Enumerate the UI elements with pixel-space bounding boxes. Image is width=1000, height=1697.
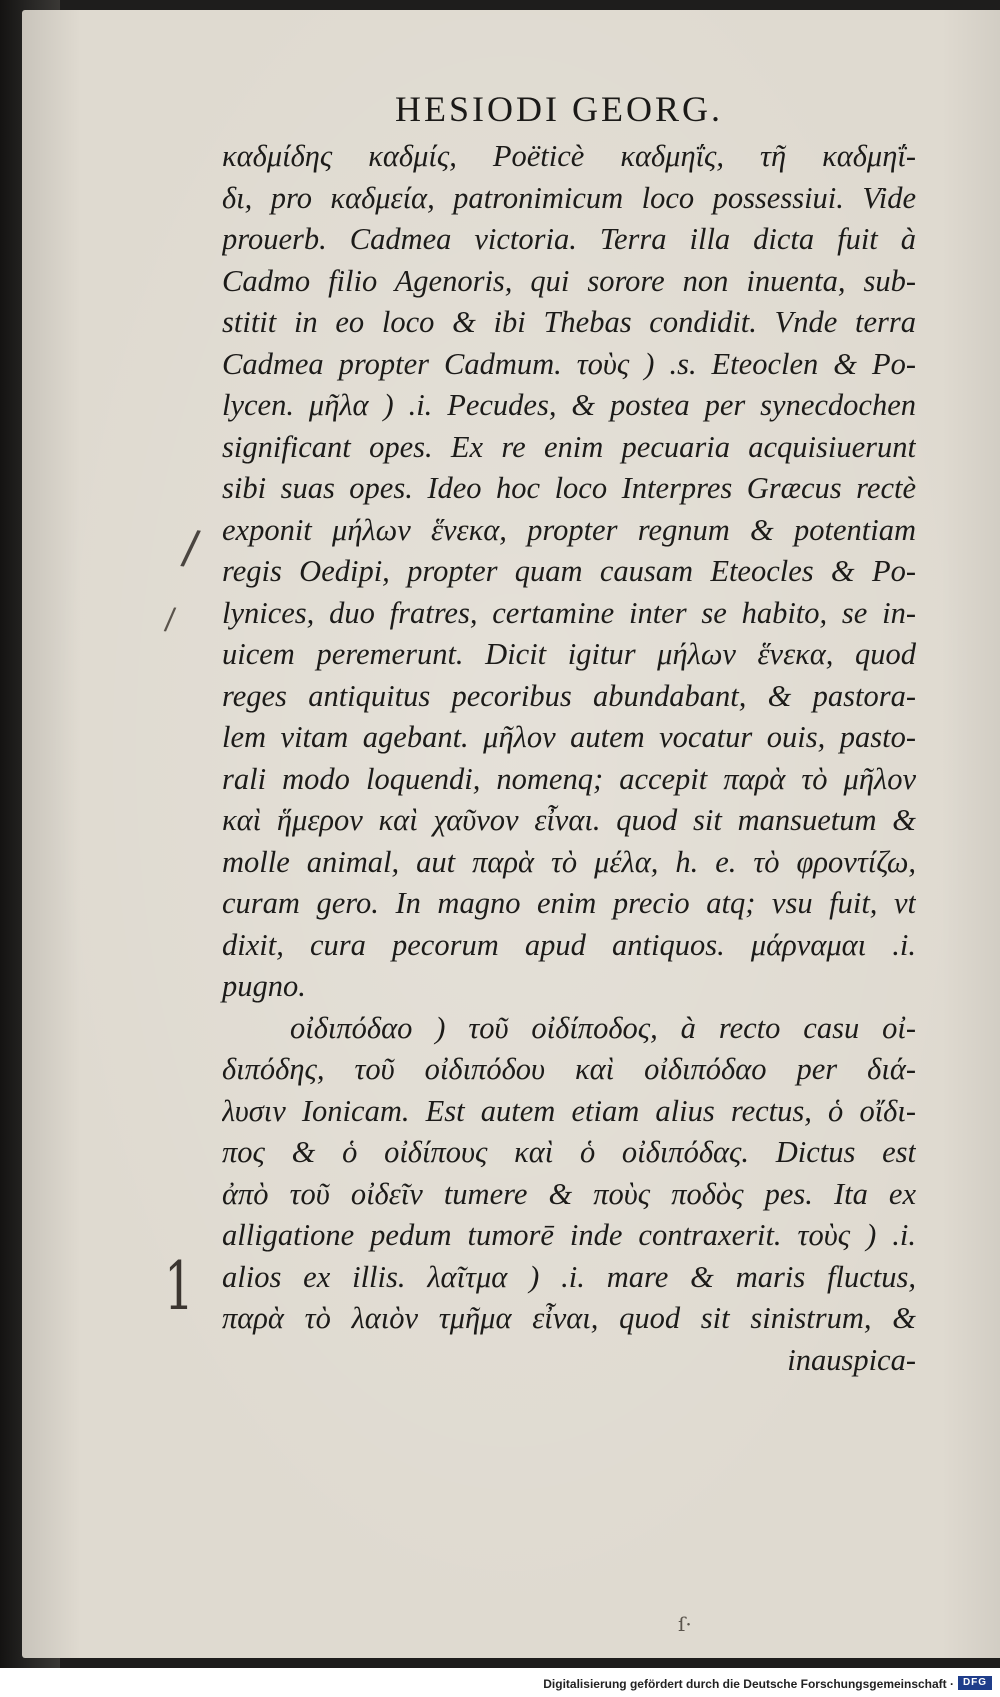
text-line: curam gero. In magno enim precio atq; vsu fuit, vt — [222, 886, 916, 920]
margin-mark: / — [163, 601, 177, 638]
text-line: uicem peremerunt. Dicit igitur μήλων ἕνεκα, quod — [222, 637, 916, 671]
bottom-mark: ſ· — [678, 1612, 692, 1636]
text-line: παρὰ τὸ λαιὸν τμῆμα εἶναι, quod sit sinistrum, & — [222, 1301, 916, 1335]
footer-credit: Digitalisierung gefördert durch die Deutsche Forschungsgemeinschaft · — [543, 1677, 954, 1691]
text-line: ἀπὸ τοῦ οἰδεῖν tumere & ποὺς ποδὸς pes. Ita ex — [222, 1176, 916, 1211]
text-line: molle animal, aut παρὰ τὸ μέλα, h. e. τὸ φροντίζω, — [222, 844, 916, 879]
text-line: rali modo loquendi, nomenq; accepit παρὰ τὸ μῆλον — [222, 761, 916, 796]
body-text — [222, 136, 916, 1381]
text-line: exponit μήλων ἕνεκα, propter regnum & potentiam — [222, 512, 916, 547]
text-line: prouerb. Cadmea victoria. Terra illa dicta fuit à — [222, 222, 916, 256]
text-line: dixit, cura pecorum apud antiquos. μάρναμαι .i. — [222, 927, 916, 962]
text-line: Cadmea propter Cadmum. τοὺς ) .s. Eteoclen & Po- — [222, 346, 916, 381]
text-line: καδμίδης καδμίς, Poëticè καδμηΐς, τῆ καδμηΐ- — [222, 139, 916, 173]
text-line: alios ex illis. λαῖτμα ) .i. mare & maris fluctus, — [222, 1259, 916, 1294]
text-line: significant opes. Ex re enim pecuaria acquisiuerunt — [222, 429, 916, 464]
text-line: καὶ ἥμερον καὶ χαῦνον εἶναι. quod sit mansuetum & — [222, 803, 916, 837]
text-line: pugno. — [222, 969, 306, 1003]
text-line: Cadmo filio Agenoris, qui sorore non inuenta, sub- — [222, 263, 916, 298]
text-line: alligatione pedum tumorē inde contraxerit. τοὺς ) .i. — [222, 1218, 916, 1252]
margin-mark: 1 — [164, 1248, 194, 1325]
text-line: sibi suas opes. Ideo hoc loco Interpres Græcus rectè — [222, 471, 916, 505]
text-line: reges antiquitus pecoribus abundabant, & pastora- — [222, 678, 916, 713]
text-line: lynices, duo fratres, certamine inter se habito, se in- — [222, 595, 916, 630]
text-line: lem vitam agebant. μῆλον autem vocatur ouis, pasto- — [222, 720, 916, 754]
text-line: lycen. μῆλα ) .i. Pecudes, & postea per synecdochen — [222, 388, 916, 422]
margin-mark: / — [179, 519, 203, 575]
dfg-logo: DFG — [958, 1676, 992, 1690]
text-line: λυσιν Ionicam. Est autem etiam alius rectus, ὁ οἴδι- — [222, 1093, 916, 1128]
running-head: HESIODI GEORG. — [395, 89, 723, 129]
text-line: πος & ὁ οἰδίπους καὶ ὁ οἰδιπόδας. Dictus est — [222, 1135, 916, 1169]
text-line: οἰδιπόδαο ) τοῦ οἰδίποδος, à recto casu οἰ- — [290, 1010, 916, 1045]
text-line: δι, pro καδμεία, patronimicum loco possessiui. Vide — [222, 180, 916, 215]
text-line: regis Oedipi, propter quam causam Eteocles & Po- — [222, 554, 916, 588]
text-line: stitit in eo loco & ibi Thebas condidit. Vnde terra — [222, 305, 916, 339]
text-line: διπόδης, τοῦ οἰδιπόδου καὶ οἰδιπόδαο per διά- — [222, 1052, 916, 1086]
text-line: inauspica- — [787, 1342, 916, 1377]
